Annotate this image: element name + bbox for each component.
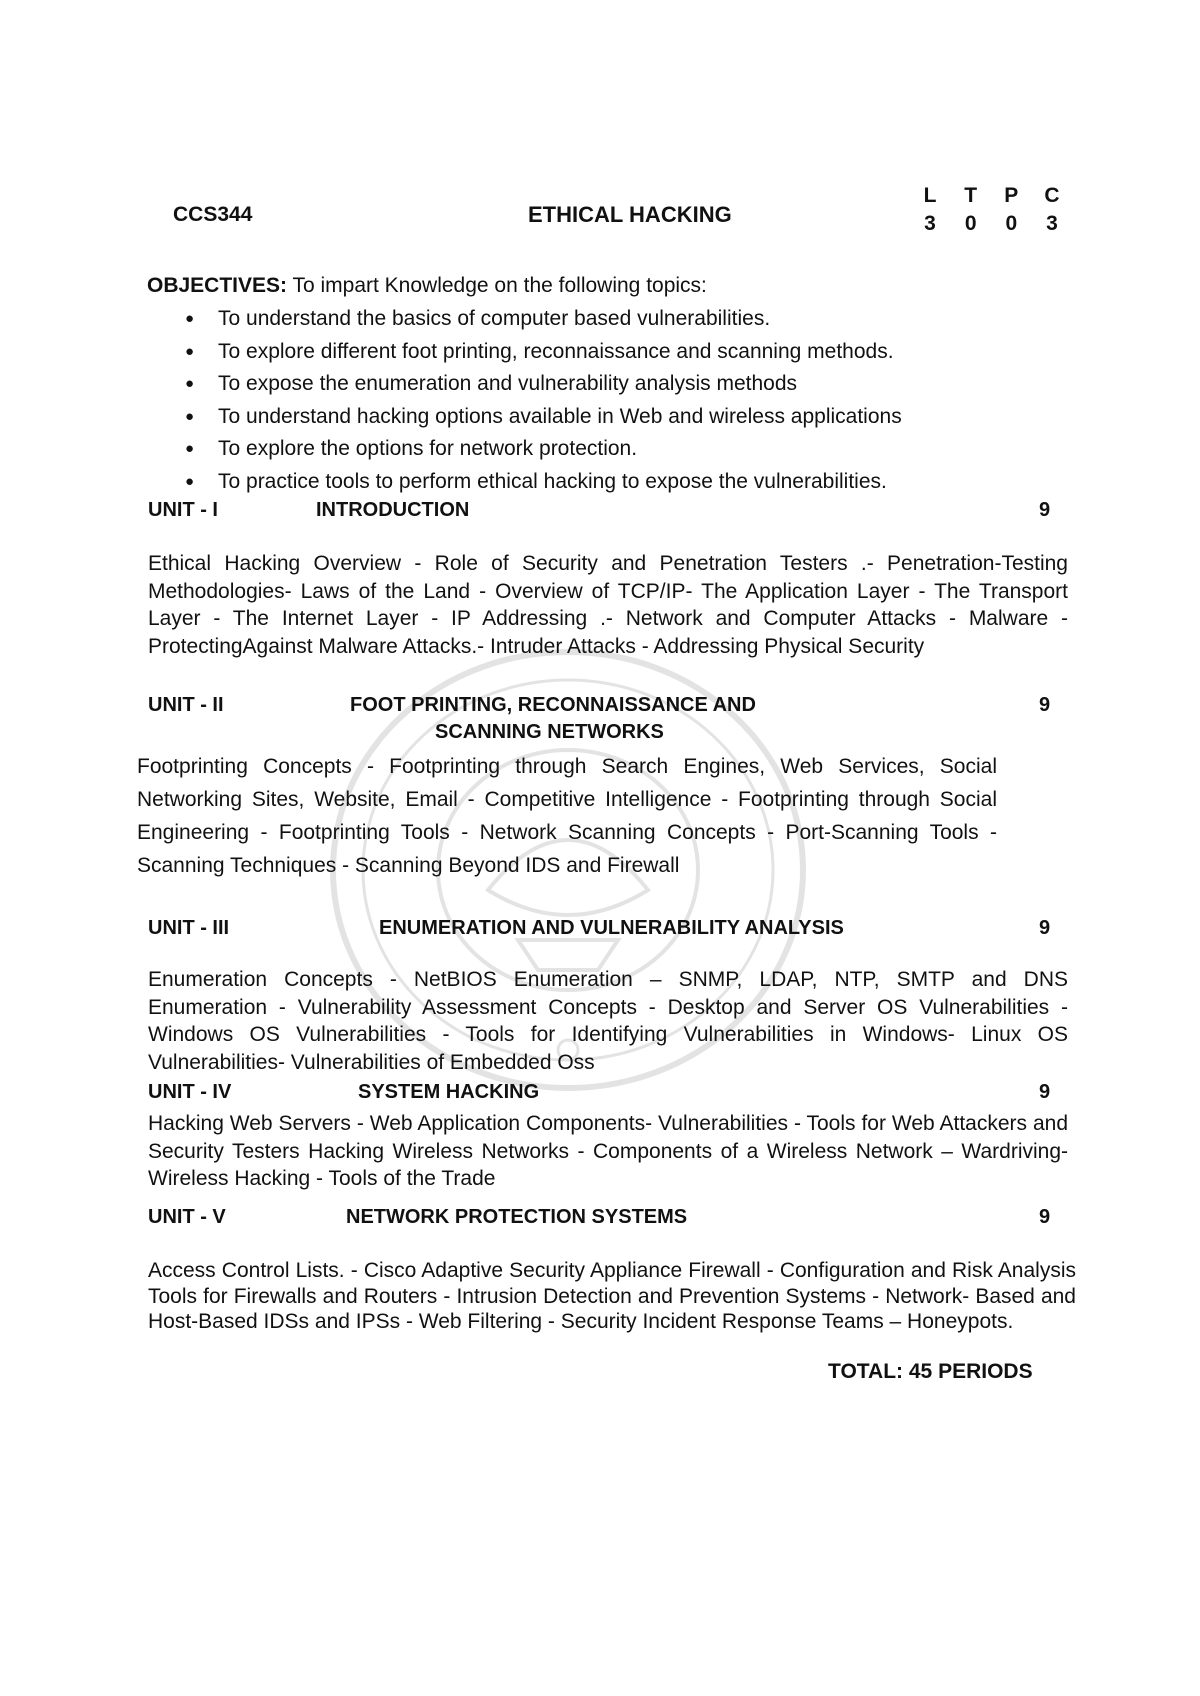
unit-2-heading [148, 694, 1058, 746]
unit-title: ENUMERATION AND VULNERABILITY ANALYSIS [379, 917, 844, 939]
objectives-label: OBJECTIVES: [147, 274, 288, 297]
objectives-list [147, 303, 1067, 498]
ltpc-headers [918, 184, 1064, 212]
unit-1-heading [148, 499, 1058, 525]
unit-hours: 9 [1039, 1081, 1051, 1103]
unit-title: FOOT PRINTING, RECONNAISSANCE AND [350, 694, 756, 716]
unit-5-content: Access Control Lists. - Cisco Adaptive Security Appliance Firewall - Configuration and Risk Analysis Tools for Firewalls and Routers - Intrusion Detection and Prevention Systems - Network- Based and Host-Based IDSs and IPSs - Web Filtering - Security Incident Response Teams – Honeypots. [148, 1259, 1076, 1333]
unit-hours: 9 [1039, 917, 1051, 939]
unit-3-content: Enumeration Concepts - NetBIOS Enumeration – SNMP, LDAP, NTP, SMTP and DNS Enumeration - Vulnerability Assessment Concepts - Desktop and Server OS Vulnerabilities - Windows OS Vulnerabilities - Tools for Identifying Vulnerabilities in Windows- Linux OS Vulnerabilities- Vulnerabilities of Embedded Oss [148, 968, 1068, 1074]
ltpc-value: 3 [924, 212, 936, 235]
total-periods: TOTAL: 45 PERIODS [828, 1360, 1033, 1383]
objective-item: ● To practice tools to perform ethical hacking to expose the vulnerabilities. [185, 466, 1067, 499]
objectives-intro-text: To impart Knowledge on the following topics: [287, 274, 707, 297]
objectives-intro [147, 271, 1067, 301]
unit-title-line2: SCANNING NETWORKS [435, 721, 664, 743]
ltpc-table [918, 184, 1064, 240]
objectives-section [147, 271, 1067, 498]
unit-label: UNIT - III [148, 917, 230, 939]
objective-item: ● To explore different foot printing, reconnaissance and scanning methods. [185, 336, 1067, 369]
objective-item: ● To expose the enumeration and vulnerability analysis methods [185, 368, 1067, 401]
unit-5-heading [148, 1206, 1058, 1232]
unit-label: UNIT - II [148, 694, 224, 716]
unit-2-content: Footprinting Concepts - Footprinting through Search Engines, Web Services, Social Networking Sites, Website, Email - Competitive Intelligence - Footprinting through Social Engineering - Footprinting Tools - Network Scanning Concepts - Port-Scanning Tools - Scanning Techniques - Scanning Beyond IDS and Firewall [137, 755, 997, 877]
ltpc-values [918, 212, 1064, 240]
objective-item: ● To explore the options for network protection. [185, 433, 1067, 466]
unit-3-heading [148, 917, 1058, 943]
ltpc-value: 0 [964, 212, 977, 235]
unit-hours: 9 [1039, 1206, 1051, 1228]
ltpc-value: 0 [1005, 212, 1018, 235]
unit-1-content: Ethical Hacking Overview - Role of Security and Penetration Testers .- Penetration-Testing Methodologies- Laws of the Land - Overview of TCP/IP- The Application Layer - The Transport Layer - The Internet Layer - IP Addressing .- Network and Computer Attacks - Malware - ProtectingAgainst Malware Attacks.- Intruder Attacks - Addressing Physical Security [148, 552, 1068, 658]
unit-4-heading [148, 1081, 1058, 1107]
course-code: CCS344 [173, 203, 253, 226]
ltpc-header: C [1044, 184, 1060, 207]
unit-4-content: Hacking Web Servers - Web Application Components- Vulnerabilities - Tools for Web Attackers and Security Testers Hacking Wireless Networks - Components of a Wireless Network – Wardriving- Wireless Hacking - Tools of the Trade [148, 1112, 1068, 1190]
unit-label: UNIT - IV [148, 1081, 232, 1103]
unit-hours: 9 [1039, 694, 1051, 716]
course-title: ETHICAL HACKING [528, 202, 732, 227]
ltpc-value: 3 [1046, 212, 1058, 235]
ltpc-header: T [964, 184, 978, 207]
unit-title: NETWORK PROTECTION SYSTEMS [346, 1206, 688, 1228]
unit-label: UNIT - V [148, 1206, 226, 1228]
ltpc-header: L [923, 184, 937, 207]
unit-label: UNIT - I [148, 499, 218, 521]
unit-hours: 9 [1039, 499, 1051, 521]
unit-title: INTRODUCTION [316, 499, 470, 521]
objective-item: ● To understand the basics of computer based vulnerabilities. [185, 303, 1067, 336]
ltpc-header: P [1004, 184, 1019, 207]
objective-item: ● To understand hacking options available in Web and wireless applications [185, 401, 1067, 434]
unit-title: SYSTEM HACKING [358, 1081, 540, 1103]
